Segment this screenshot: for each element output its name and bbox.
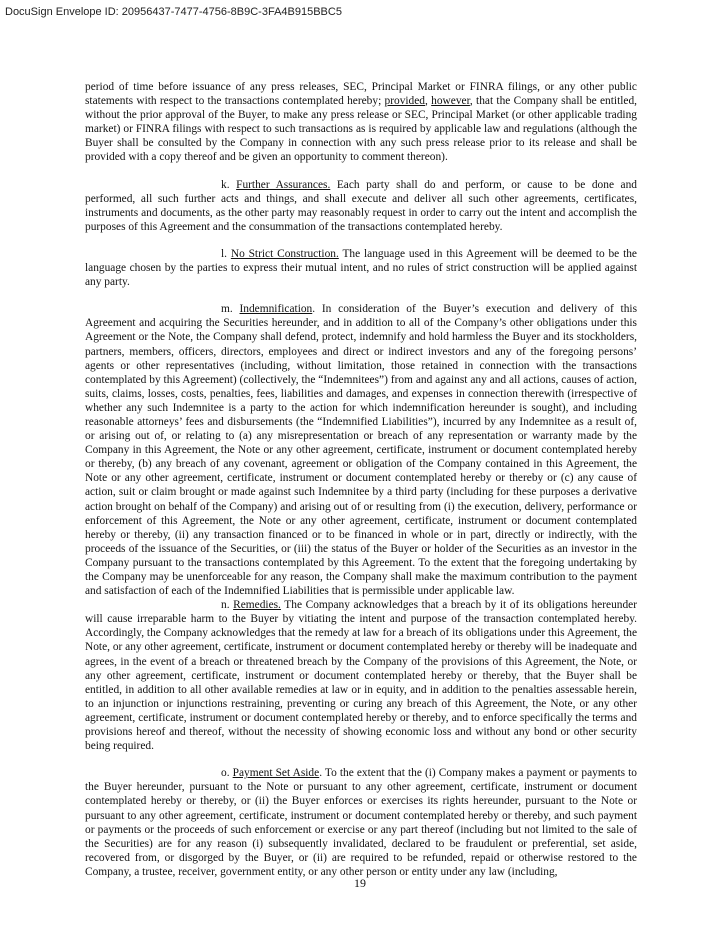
section-heading-no-strict-construction: No Strict Construction. xyxy=(230,247,339,260)
paragraph-l: l. No Strict Construction. The language used in this Agreement will be deemed to be the language chosen by the parties to express their mutual intent, and no rules of strict construction will be applied against any party. xyxy=(85,247,637,289)
section-label: o. xyxy=(221,767,233,780)
provided-term: provided xyxy=(384,95,426,108)
section-heading-further-assurances: Further Assurances. xyxy=(236,178,331,191)
page-number: 19 xyxy=(354,876,366,890)
paragraph-k: k. Further Assurances. Each party shall do and perform, or cause to be done and performed, all such further acts and things, and shall execute and deliver all such other agreements, certificates, instruments and documents, as the other party may reasonably request in order to carry out the intent and accomplish the purposes of this Agreement and the consummation of the transactions contemplated hereby. xyxy=(85,178,637,233)
section-heading-payment-set-aside: Payment Set Aside xyxy=(232,767,320,780)
paragraph-j: period of time before issuance of any press releases, SEC, Principal Market or FINRA filings, or any other public statements with respect to the transactions contemplated hereby; provided, however, that the Company shall be entitled, without the prior approval of the Buyer, to make any press release or SEC, Principal Market (or other applicable trading market) or FINRA filings with respect to such transactions as is required by applicable law and regulations (although the Buyer shall be consulted by the Company in connection with any such press release prior to its release and shall be provided with a copy thereof and be given an opportunity to comment thereon). xyxy=(85,81,638,164)
section-label: n. xyxy=(221,599,234,612)
section-label: k. xyxy=(221,178,237,191)
paragraph-o: o. Payment Set Aside. To the extent that the (i) Company makes a payment or payments to the Buyer hereunder, pursuant to the Note or pursuant to any other agreement, certificate, instrument or document contemplated hereby or thereby, or (ii) the Buyer enforces or exercises its rights hereunder, pursuant to the Note or pursuant to any other agreement, certificate, instrument or document contemplated hereby or thereby, and such payment or payments or the proceeds of such enforcement or exercise or any part thereof (including but not limited to the sale of the Securities) are for any reason (i) subsequently invalidated, declared to be fraudulent or preferential, set aside, recovered from, or disgorged by the Buyer, or (ii) are required to be refunded, repaid or otherwise restored to the Company, a trustee, receiver, government entity, or any other person or entity under any law (including, xyxy=(85,767,637,878)
section-heading-indemnification: Indemnification xyxy=(239,303,313,316)
section-label: m. xyxy=(221,303,240,316)
envelope-id: DocuSign Envelope ID: 20956437-7477-4756-8B9C-3FA4B915BBC5 xyxy=(5,6,342,18)
paragraph-m: m. Indemnification. In consideration of the Buyer’s execution and delivery of this Agreement and acquiring the Securities hereunder, and in addition to all of the Company’s other obligations under this Agreement or the Note, the Company shall defend, protect, indemnify and hold harmless the Buyer and its stockholders, partners, members, officers, directors, employees and direct or indirect investors and any of the foregoing persons’ agents or other representatives (including, without limitation, those retained in connection with the transactions contemplated by this Agreement) (collectively, the “Indemnitees”) from and against any and all actions, causes of action, suits, claims, losses, costs, penalties, fees, liabilities and damages, and expenses in connection therewith (irrespective of whether any such Indemnitee is a party to the action for which indemnification hereunder is sought), and including reasonable attorneys’ fees and disbursements (the “Indemnified Liabilities”), incurred by any Indemnitee as a result of, or arising out of, or relating to (a) any misrepresentation or breach of any representation or warranty made by the Company in this Agreement, the Note or any other agreement, certificate, instrument or document contemplated hereby or thereby, (b) any breach of any covenant, agreement or obligation of the Company contained in this Agreement, the Note or any other agreement, certificate, instrument or document contemplated hereby or thereby or (c) any cause of action, suit or claim brought or made against such Indemnitee by a third party (including for these purposes a derivative action brought on behalf of the Company) and arising out of or resulting from (i) the execution, delivery, performance or enforcement of this Agreement, the Note or any other agreement, certificate, instrument or document contemplated hereby or thereby, (ii) any transaction financed or to be financed in whole or in part, directly or indirectly, with the proceeds of the issuance of the Securities, or (iii) the status of the Buyer or holder of the Securities as an investor in the Company pursuant to the transactions contemplated by this Agreement. To the extent that the foregoing undertaking by the Company may be unenforceable for any reason, the Company shall make the maximum contribution to the payment and satisfaction of each of the Indemnified Liabilities that is permissible under applicable law. xyxy=(85,303,637,598)
paragraph-n: n. Remedies. The Company acknowledges that a breach by it of its obligations hereunder will cause irreparable harm to the Buyer by vitiating the intent and purpose of the transaction contemplated hereby. Accordingly, the Company acknowledges that the remedy at law for a breach of its obligations under this Agreement, the Note, or any other agreement, certificate, instrument or document contemplated hereby or thereby will be inadequate and agrees, in the event of a breach or threatened breach by the Company of the provisions of this Agreement, the Note, or any other agreement, certificate, instrument or document contemplated hereby or thereby, that the Buyer shall be entitled, in addition to all other available remedies at law or in equity, and in addition to the penalties assessable herein, to an injunction or injunctions restraining, preventing or curing any breach of this Agreement, the Note, or any other agreement, certificate, instrument or document contemplated hereby or thereby, and to enforce specifically the terms and provisions hereof and thereof, without the necessity of showing economic loss and without any bond or other security being required. xyxy=(85,599,638,753)
section-label: l. xyxy=(221,247,231,260)
document-body xyxy=(85,80,637,879)
however-term: however xyxy=(431,95,470,108)
section-heading-remedies: Remedies. xyxy=(233,599,281,612)
